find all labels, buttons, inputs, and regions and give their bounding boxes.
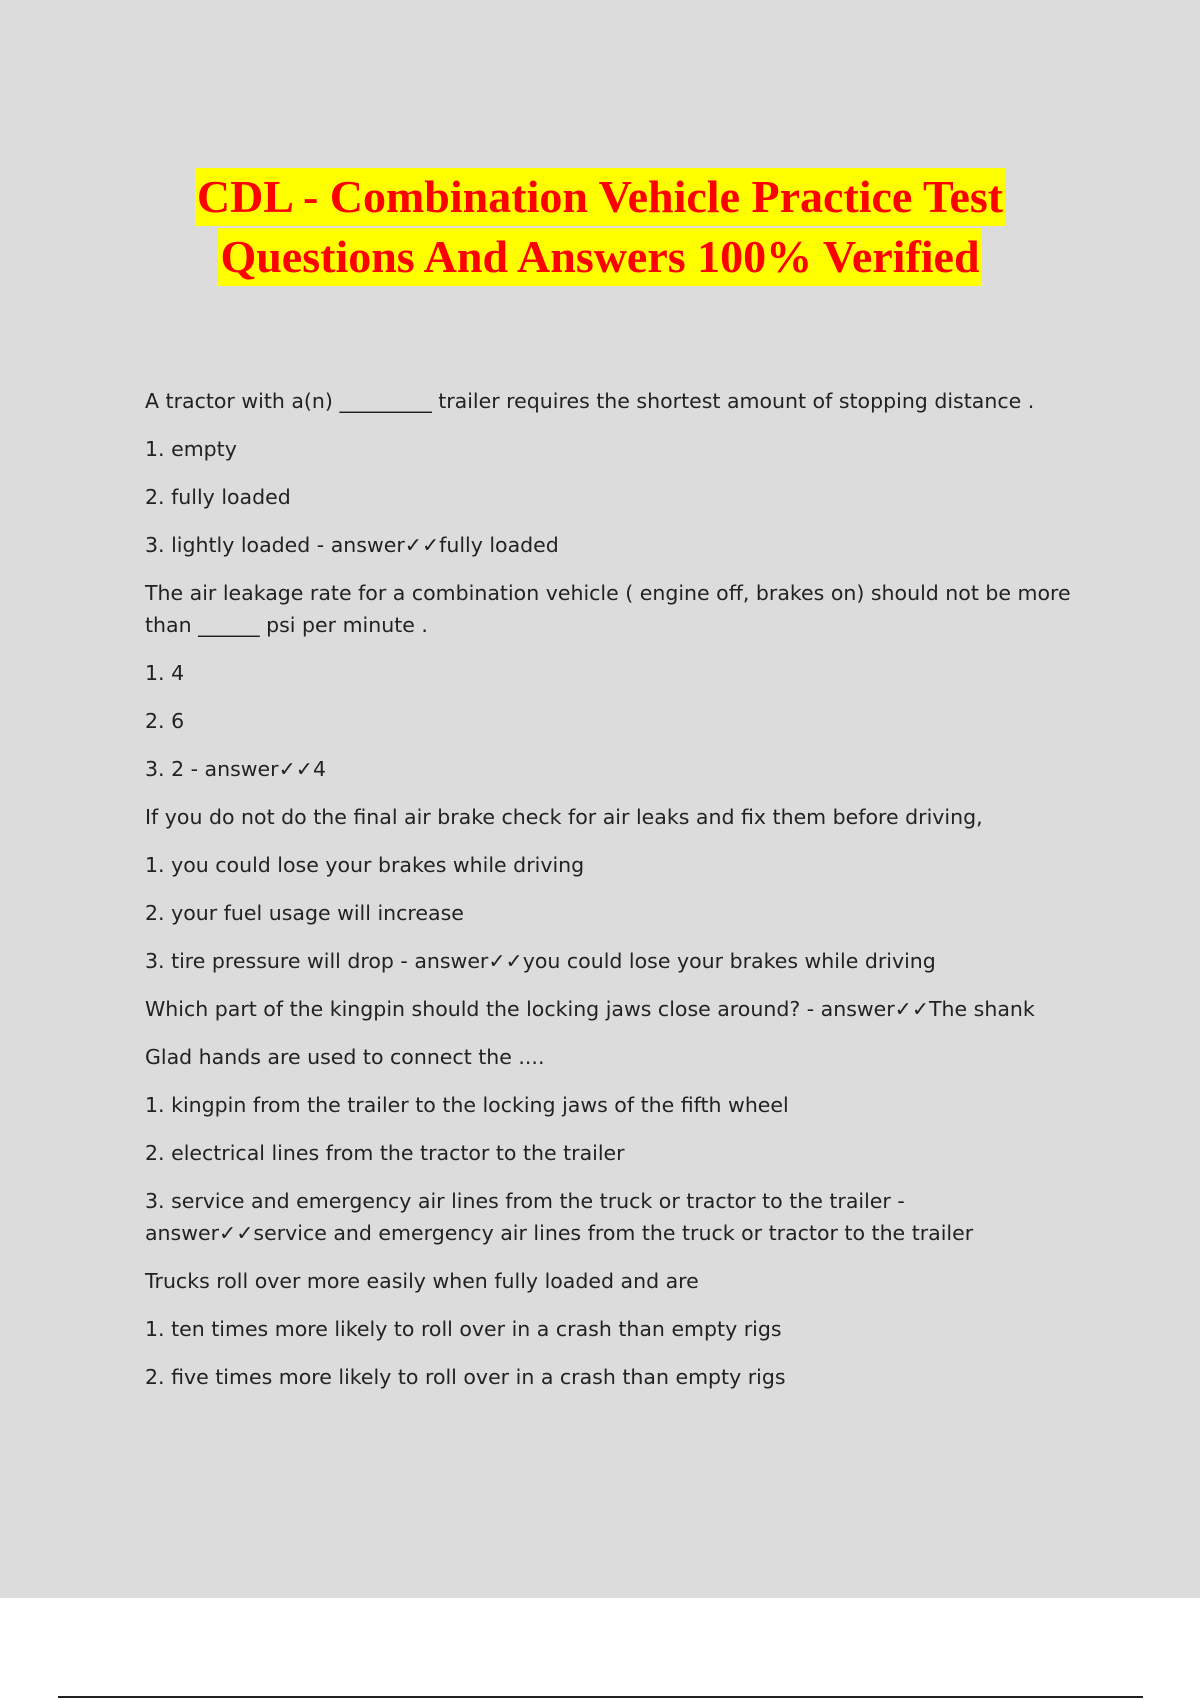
answer-option: 1. you could lose your brakes while driving <box>145 853 585 877</box>
answer-option-with-answer: 3. tire pressure will drop - answer✓✓you could lose your brakes while driving <box>145 949 936 973</box>
answer-option: 1. 4 <box>145 661 185 685</box>
question-with-answer: Which part of the kingpin should the locking jaws close around? - answer✓✓The shank <box>145 997 1035 1021</box>
answer-option: 1. ten times more likely to roll over in a crash than empty rigs <box>145 1317 782 1341</box>
question-text: Glad hands are used to connect the .... <box>145 1045 545 1069</box>
document-body <box>145 385 1085 1409</box>
answer-option: 2. 6 <box>145 709 185 733</box>
answer-option: 2. your fuel usage will increase <box>145 901 464 925</box>
answer-option: 2. electrical lines from the tractor to the trailer <box>145 1141 625 1165</box>
answer-option: 2. fully loaded <box>145 485 291 509</box>
question-text: If you do not do the final air brake check for air leaks and fix them before driving, <box>145 805 983 829</box>
question-text: A tractor with a(n) _________ trailer requires the shortest amount of stopping distance . <box>145 389 1035 413</box>
document-title <box>0 167 1200 287</box>
question-text: Trucks roll over more easily when fully loaded and are <box>145 1269 699 1293</box>
answer-option: 2. five times more likely to roll over in a crash than empty rigs <box>145 1365 786 1389</box>
footer-divider <box>58 1696 1143 1698</box>
answer-option-with-answer: 3. service and emergency air lines from the truck or tractor to the trailer - answer✓✓service and emergency air lines from the truck or tractor to the trailer <box>145 1189 974 1245</box>
title-line-1: CDL - Combination Vehicle Practice Test <box>195 168 1005 226</box>
title-line-2: Questions And Answers 100% Verified <box>218 228 981 286</box>
answer-option: 1. empty <box>145 437 237 461</box>
answer-option-with-answer: 3. lightly loaded - answer✓✓fully loaded <box>145 533 559 557</box>
question-text: The air leakage rate for a combination vehicle ( engine off, brakes on) should not be more than ______ psi per minute . <box>145 581 1071 637</box>
answer-option-with-answer: 3. 2 - answer✓✓4 <box>145 757 326 781</box>
answer-option: 1. kingpin from the trailer to the locking jaws of the fifth wheel <box>145 1093 789 1117</box>
